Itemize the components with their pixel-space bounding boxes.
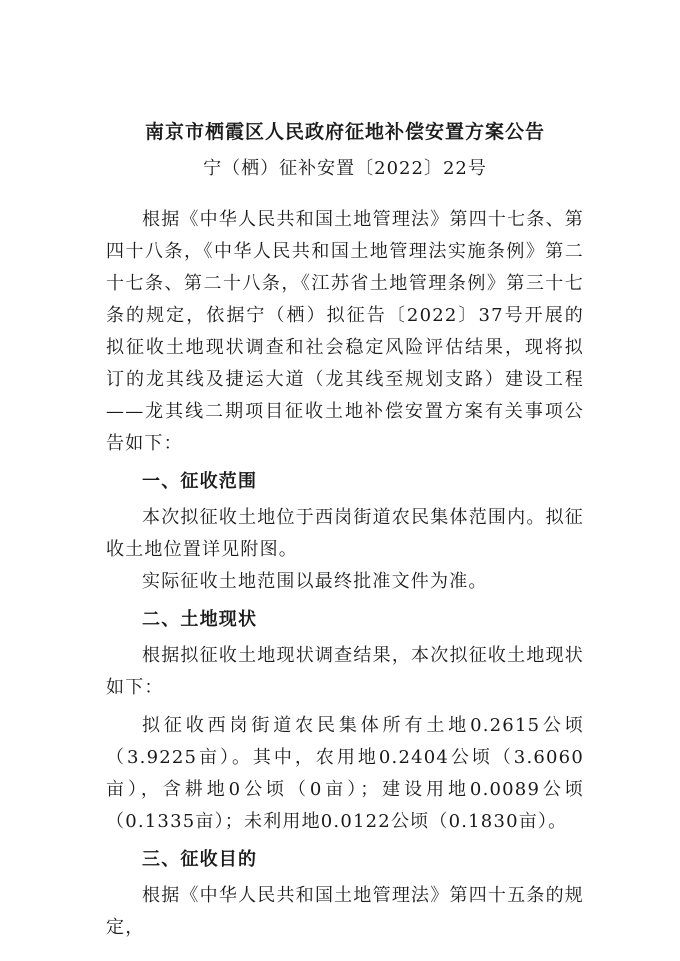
land-status-paragraph-1: 根据拟征收土地现状调查结果，本次拟征收土地现状如下： (106, 645, 584, 698)
document-body (106, 204, 584, 944)
section-heading-purpose: 三、征收目的 (142, 849, 258, 870)
intro-paragraph: 根据《中华人民共和国土地管理法》第四十七条、第四十八条，《中华人民共和国土地管理法实施条例》第二十七条、第二十八条，《江苏省土地管理条例》第三十七条的规定，依据宁（栖）拟征告〔2022〕37号开展的拟征收土地现状调查和社会稳定风险评估结果，现将拟订的龙其线及捷运大道（龙其线至规划支路）建设工程——龙其线二期项目征收土地补偿安置方案有关事项公告如下： (106, 209, 584, 454)
document-title: 南京市栖霞区人民政府征地补偿安置方案公告 (144, 121, 545, 143)
land-status-paragraph-2: 拟征收西岗街道农民集体所有土地0.2615公顷（3.9225亩）。其中，农用地0.2404公顷（3.6060亩），含耕地0公顷（0亩）；建设用地0.0089公顷（0.1335亩）；未利用地0.0122公顷（0.1830亩）。 (106, 715, 584, 832)
scope-paragraph-2: 实际征收土地范围以最终批准文件为准。 (142, 571, 488, 592)
section-heading-scope: 一、征收范围 (142, 471, 258, 492)
scope-paragraph-1: 本次拟征收土地位于西岗街道农民集体范围内。拟征收土地位置详见附图。 (106, 507, 584, 560)
section-heading-land-status: 二、土地现状 (142, 609, 258, 630)
document-number: 宁（栖）征补安置〔2022〕22号 (203, 158, 487, 179)
purpose-paragraph-1: 根据《中华人民共和国土地管理法》第四十五条的规定， (106, 885, 584, 938)
